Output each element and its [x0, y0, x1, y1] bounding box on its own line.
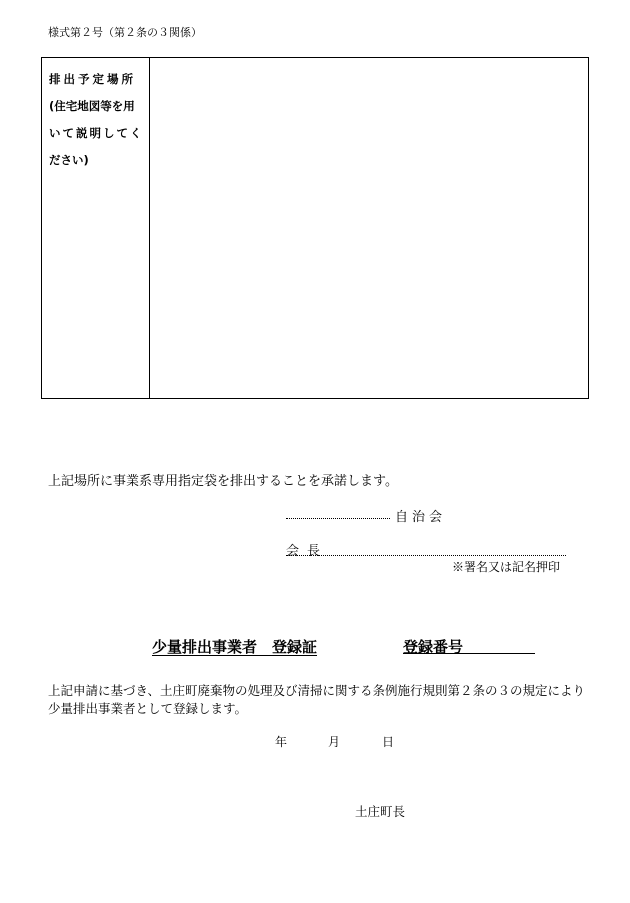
association-name-field[interactable] [286, 518, 390, 519]
chairman-signature-field[interactable] [286, 555, 566, 556]
location-label-line-4: ださい) [49, 153, 89, 167]
location-label-line-3: いて説明してく [49, 126, 144, 140]
association-label: 自治会 [395, 510, 447, 525]
registration-statement: 上記申請に基づき、土庄町廃棄物の処理及び清掃に関する条例施行規則第２条の３の規定により少量排出事業者として登録します。 [48, 683, 586, 716]
location-table [41, 57, 589, 399]
location-label [49, 66, 145, 174]
signature-note: ※署名又は記名押印 [452, 560, 561, 574]
location-answer-area[interactable] [154, 62, 584, 394]
location-label-line-1: 排出予定場所 [49, 72, 136, 86]
registration-number-field[interactable] [403, 653, 535, 654]
date-month-label: 月 [328, 735, 341, 749]
issuer-name: 土庄町長 [355, 804, 406, 819]
chairman-label: 会長 [286, 544, 329, 559]
registration-number-label: 登録番号 [403, 638, 464, 656]
location-label-line-2: (住宅地図等を用 [49, 99, 135, 113]
date-day-label: 日 [382, 735, 395, 749]
date-year-label: 年 [275, 735, 288, 749]
table-divider [149, 58, 150, 398]
certificate-title: 少量排出事業者 登録証 [152, 638, 318, 656]
consent-statement: 上記場所に事業系専用指定袋を排出することを承諾します。 [48, 474, 398, 489]
form-number: 様式第２号（第２条の３関係） [48, 26, 202, 39]
